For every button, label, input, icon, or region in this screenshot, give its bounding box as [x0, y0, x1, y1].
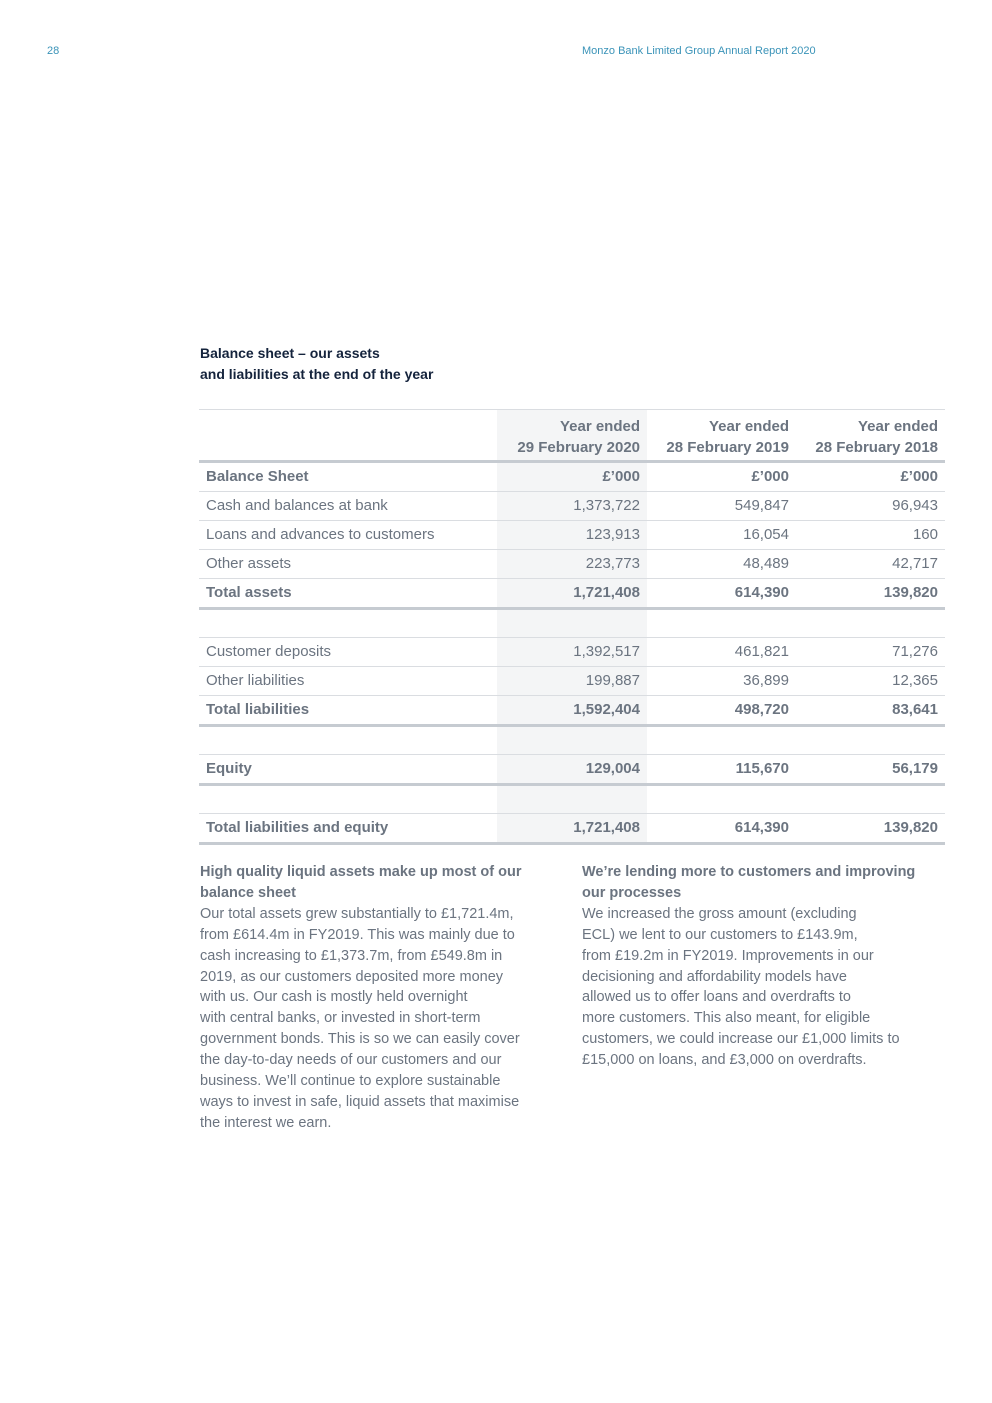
cell-2020: 1,592,404 [497, 696, 647, 726]
spacer-row [199, 726, 945, 755]
section-body [582, 904, 946, 1071]
spacer-row [199, 609, 945, 638]
body-line: £15,000 on loans, and £3,000 on overdrafts. [582, 1052, 867, 1069]
column-header-line: Year ended [857, 418, 938, 435]
column-header-line: 29 February 2020 [517, 439, 640, 456]
cell-2018: 56,179 [796, 755, 945, 785]
table-row-total [199, 814, 945, 844]
body-line: 2019, as our customers deposited more money [200, 968, 504, 985]
body-line: with us. Our cash is mostly held overnight [200, 989, 468, 1006]
table-row-total [199, 579, 945, 609]
spacer-row [199, 785, 945, 814]
cell-2018: 42,717 [796, 550, 945, 579]
row-label: Total assets [199, 579, 497, 609]
row-label: Other assets [199, 550, 497, 579]
body-line: ECL) we lent to our customers to £143.9m, [582, 926, 858, 943]
column-header-2018 [796, 410, 945, 462]
cell-2018: £’000 [796, 462, 945, 492]
cell-2020: 123,913 [497, 521, 647, 550]
lending-section [582, 862, 946, 1071]
table-header-row [199, 410, 945, 462]
table-row [199, 550, 945, 579]
body-line: ways to invest in safe, liquid assets that maximise [200, 1093, 520, 1110]
cell-2018: 139,820 [796, 579, 945, 609]
heading-line: balance sheet [200, 884, 296, 901]
section-title [200, 343, 600, 385]
body-line: more customers. This also meant, for eligible [582, 1010, 871, 1027]
body-line: with central banks, or invested in short-term [200, 1010, 481, 1027]
cell-2019: 614,390 [647, 579, 796, 609]
page-number: 28 [47, 45, 60, 57]
cell-2020: 1,392,517 [497, 638, 647, 667]
row-label: Total liabilities [199, 696, 497, 726]
cell-2019: 461,821 [647, 638, 796, 667]
body-line: Our total assets grew substantially to £1,721.4m, [200, 905, 514, 922]
cell-2018: 160 [796, 521, 945, 550]
row-label: Other liabilities [199, 667, 497, 696]
cell-2020: 1,721,408 [497, 814, 647, 844]
cell-2020: 199,887 [497, 667, 647, 696]
cell-2019: 36,899 [647, 667, 796, 696]
section-body [200, 904, 564, 1134]
section-title-line: and liabilities at the end of the year [200, 366, 434, 382]
body-line: from £19.2m in FY2019. Improvements in our [582, 947, 874, 964]
column-header-line: Year ended [708, 418, 789, 435]
cell-2020: 223,773 [497, 550, 647, 579]
body-line: the interest we earn. [200, 1114, 332, 1131]
row-label: Total liabilities and equity [199, 814, 497, 844]
table-row-total [199, 755, 945, 785]
cell-2019: 16,054 [647, 521, 796, 550]
cell-2020: 1,373,722 [497, 492, 647, 521]
cell-2018: 139,820 [796, 814, 945, 844]
body-line: cash increasing to £1,373.7m, from £549.8m in [200, 947, 503, 964]
cell-2020: 129,004 [497, 755, 647, 785]
section-heading [200, 862, 564, 904]
body-line: from £614.4m in FY2019. This was mainly due to [200, 926, 515, 943]
row-label: Customer deposits [199, 638, 497, 667]
cell-2019: £’000 [647, 462, 796, 492]
body-line: government bonds. This is so we can easily cover [200, 1031, 520, 1048]
row-label: Loans and advances to customers [199, 521, 497, 550]
column-header-2020 [497, 410, 647, 462]
cell-2019: 498,720 [647, 696, 796, 726]
column-header-line: 28 February 2019 [666, 439, 789, 456]
row-label: Balance Sheet [199, 462, 497, 492]
cell-2019: 614,390 [647, 814, 796, 844]
row-label: Equity [199, 755, 497, 785]
cell-2020: £’000 [497, 462, 647, 492]
table-row [199, 492, 945, 521]
body-line: allowed us to offer loans and overdrafts to [582, 989, 851, 1006]
cell-2018: 83,641 [796, 696, 945, 726]
cell-2020: 1,721,408 [497, 579, 647, 609]
empty-header-cell [199, 410, 497, 462]
column-header-2019 [647, 410, 796, 462]
table-row-total [199, 696, 945, 726]
section-title-line: Balance sheet – our assets [200, 345, 380, 361]
row-label: Cash and balances at bank [199, 492, 497, 521]
column-header-line: 28 February 2018 [815, 439, 938, 456]
cell-2019: 48,489 [647, 550, 796, 579]
table-row [199, 667, 945, 696]
balance-sheet-table [199, 409, 945, 845]
running-header: Monzo Bank Limited Group Annual Report 2020 [582, 45, 816, 57]
table-row [199, 462, 945, 492]
table-row [199, 521, 945, 550]
body-line: business. We’ll continue to explore sustainable [200, 1073, 501, 1090]
body-line: the day-to-day needs of our customers and our [200, 1052, 502, 1069]
column-header-line: Year ended [559, 418, 640, 435]
heading-line: High quality liquid assets make up most of our [200, 864, 522, 880]
cell-2018: 96,943 [796, 492, 945, 521]
body-line: We increased the gross amount (excluding [582, 905, 857, 922]
body-line: customers, we could increase our £1,000 limits to [582, 1031, 900, 1048]
table-row [199, 638, 945, 667]
liquid-assets-section [200, 862, 564, 1134]
cell-2018: 71,276 [796, 638, 945, 667]
cell-2019: 549,847 [647, 492, 796, 521]
body-line: decisioning and affordability models have [582, 968, 847, 985]
heading-line: We’re lending more to customers and improving [582, 864, 916, 880]
heading-line: our processes [582, 884, 682, 901]
cell-2018: 12,365 [796, 667, 945, 696]
section-heading [582, 862, 946, 904]
cell-2019: 115,670 [647, 755, 796, 785]
